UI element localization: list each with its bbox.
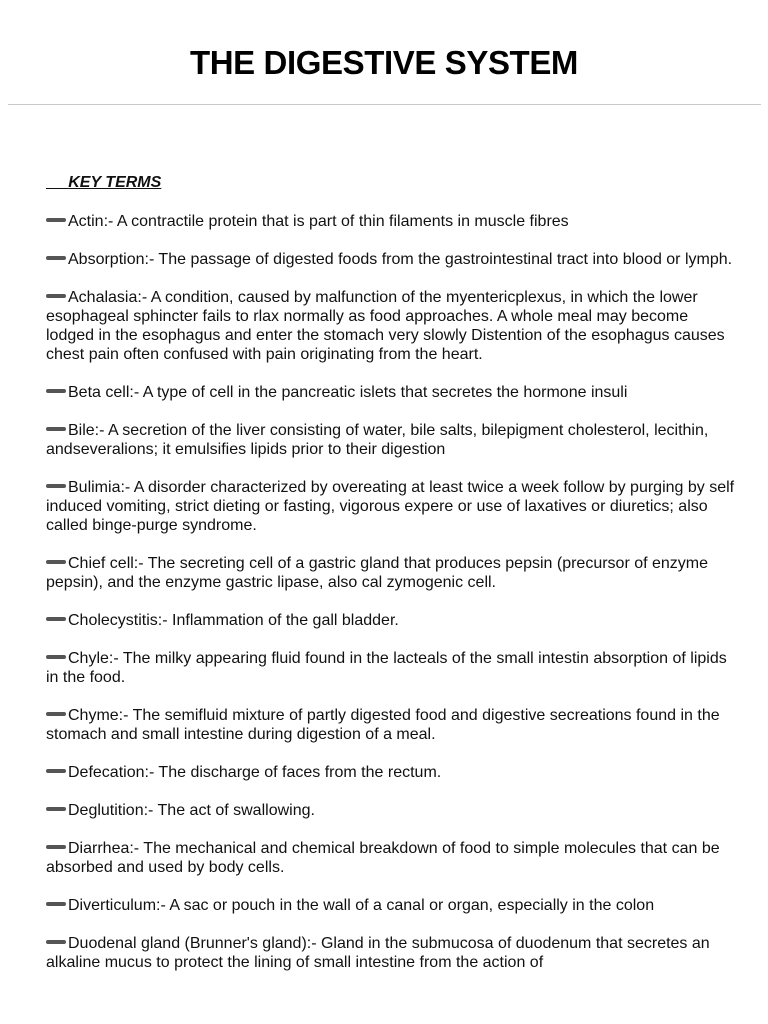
term-entry: Deglutition:- The act of swallowing. bbox=[46, 801, 736, 820]
term-entry: Defecation:- The discharge of faces from the rectum. bbox=[46, 763, 736, 782]
term-entry: Actin:- A contractile protein that is part of thin filaments in muscle fibres bbox=[46, 212, 736, 231]
dash-bullet-icon bbox=[46, 484, 66, 488]
term-entry: Bile:- A secretion of the liver consisting of water, bile salts, bilepigment cholesterol, lecithin, andseveralions; it emulsifies lipids prior to their digestion bbox=[46, 422, 709, 458]
dash-bullet-icon bbox=[46, 712, 66, 716]
dash-bullet-icon bbox=[46, 807, 66, 811]
dash-bullet-icon bbox=[46, 902, 66, 906]
term-entry: Bulimia:- A disorder characterized by overeating at least twice a week follow by purging by self induced vomiting, strict dieting or fasting, vigorous expere or use of laxatives or diuretics; also called binge-purge syndrome. bbox=[46, 479, 735, 534]
term-entry: Cholecystitis:- Inflammation of the gall bladder. bbox=[46, 611, 736, 630]
dash-bullet-icon bbox=[46, 845, 66, 849]
term-entry: Absorption:- The passage of digested foods from the gastrointestinal tract into blood or lymph. bbox=[46, 250, 736, 269]
term-entry: Chyle:- The milky appearing fluid found in the lacteals of the small intestin absorption of lipids in the food. bbox=[46, 650, 727, 686]
dash-bullet-icon bbox=[46, 256, 66, 260]
term-entry: Beta cell:- A type of cell in the pancreatic islets that secretes the hormone insuli bbox=[46, 383, 736, 402]
dash-bullet-icon bbox=[46, 655, 66, 659]
dash-bullet-icon bbox=[46, 389, 66, 393]
dash-bullet-icon bbox=[46, 218, 66, 222]
section-heading-text: KEY TERMS bbox=[68, 174, 162, 191]
document-title: THE DIGESTIVE SYSTEM bbox=[189, 44, 579, 81]
term-entry: Duodenal gland (Brunner's gland):- Gland in the submucosa of duodenum that secretes an alkaline mucus to protect the lining of small intestine from the action of bbox=[46, 935, 710, 971]
dash-bullet-icon bbox=[46, 617, 66, 621]
dash-bullet-icon bbox=[46, 769, 66, 773]
title-divider bbox=[8, 104, 761, 105]
term-entry: Diarrhea:- The mechanical and chemical breakdown of food to simple molecules that can be absorbed and used by body cells. bbox=[46, 840, 720, 876]
term-entry: Diverticulum:- A sac or pouch in the wall of a canal or organ, especially in the colon bbox=[46, 896, 736, 915]
dash-bullet-icon bbox=[46, 940, 66, 944]
term-entry: Achalasia:- A condition, caused by malfunction of the myentericplexus, in which the lower esophageal sphincter fails to rlax normally as food approaches. A whole meal may become lodged in the esophagus and enter the stomach very slowly Distention of the esophagus causes chest pain often confused with pain originating from the heart. bbox=[46, 289, 725, 363]
document-body bbox=[46, 173, 736, 991]
dash-bullet-icon bbox=[46, 427, 66, 431]
section-heading bbox=[46, 173, 736, 192]
term-entry: Chyme:- The semifluid mixture of partly digested food and digestive secreations found in the stomach and small intestine during digestion of a meal. bbox=[46, 707, 720, 743]
term-entry: Chief cell:- The secreting cell of a gastric gland that produces pepsin (precursor of enzyme pepsin), and the enzyme gastric lipase, also cal zymogenic cell. bbox=[46, 555, 709, 591]
dash-bullet-icon bbox=[46, 560, 66, 564]
dash-bullet-icon bbox=[46, 294, 66, 298]
